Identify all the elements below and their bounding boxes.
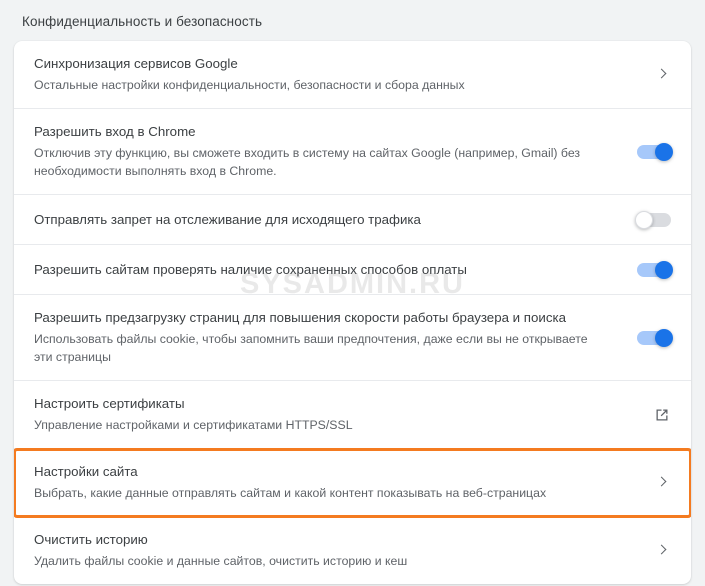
settings-card [14,41,691,584]
toggle-knob [655,261,673,279]
settings-row-allow-chrome-signin[interactable] [14,109,691,195]
row-subtitle: Удалить файлы cookie и данные сайтов, очистить историю и кеш [34,554,408,568]
toggle-knob [635,211,653,229]
row-control [631,145,671,159]
chevron-right-icon[interactable] [653,66,671,84]
row-text [34,211,631,229]
row-title: Очистить историю [34,532,148,547]
row-title: Отправлять запрет на отслеживание для исходящего трафика [34,211,421,227]
row-text [34,123,631,180]
chevron-right-icon[interactable] [653,474,671,492]
row-subtitle: Отключив эту функцию, вы сможете входить в систему на сайтах Google (например, Gmail) без необходимости выполнять вход в Chrome. [34,146,581,178]
row-control [631,474,671,492]
toggle-switch-preload-pages[interactable] [637,331,671,345]
toggle-switch-allow-chrome-signin[interactable] [637,145,671,159]
chevron-right-icon[interactable] [653,542,671,560]
settings-row-manage-certificates[interactable] [14,381,691,449]
row-control [631,213,671,227]
row-title: Разрешить вход в Chrome [34,124,196,139]
toggle-knob [655,329,673,347]
row-title: Синхронизация сервисов Google [34,56,238,71]
settings-row-site-settings[interactable] [14,449,691,517]
row-control [631,66,671,84]
row-text [34,55,631,94]
toggle-knob [655,143,673,161]
row-text [34,531,631,570]
toggle-switch-do-not-track[interactable] [637,213,671,227]
settings-row-payment-methods[interactable] [14,245,691,295]
row-text [34,463,631,502]
row-title: Разрешить сайтам проверять наличие сохраненных способов оплаты [34,261,467,277]
row-control [631,406,671,424]
settings-row-sync-google[interactable] [14,41,691,109]
settings-row-preload-pages[interactable] [14,295,691,381]
row-subtitle: Остальные настройки конфиденциальности, безопасности и сбора данных [34,78,465,92]
row-title: Настройки сайта [34,464,138,479]
row-text [34,309,631,366]
row-subtitle: Управление настройками и сертификатами HTTPS/SSL [34,418,353,432]
row-title: Разрешить предзагрузку страниц для повышения скорости работы браузера и поиска [34,310,566,325]
row-control [631,263,671,277]
settings-row-do-not-track[interactable] [14,195,691,245]
row-text [34,395,631,434]
page-title: Конфиденциальность и безопасность [22,14,263,29]
row-title: Настроить сертификаты [34,396,185,411]
row-text [34,261,631,279]
row-subtitle: Выбрать, какие данные отправлять сайтам и какой контент показывать на веб-страницах [34,486,547,500]
row-subtitle: Использовать файлы cookie, чтобы запомнить ваши предпочтения, даже если вы не открываете эти страницы [34,332,588,364]
toggle-switch-payment-methods[interactable] [637,263,671,277]
row-control [631,331,671,345]
settings-row-clear-browsing-data[interactable] [14,517,691,584]
row-control [631,542,671,560]
open-in-new-icon[interactable] [653,406,671,424]
